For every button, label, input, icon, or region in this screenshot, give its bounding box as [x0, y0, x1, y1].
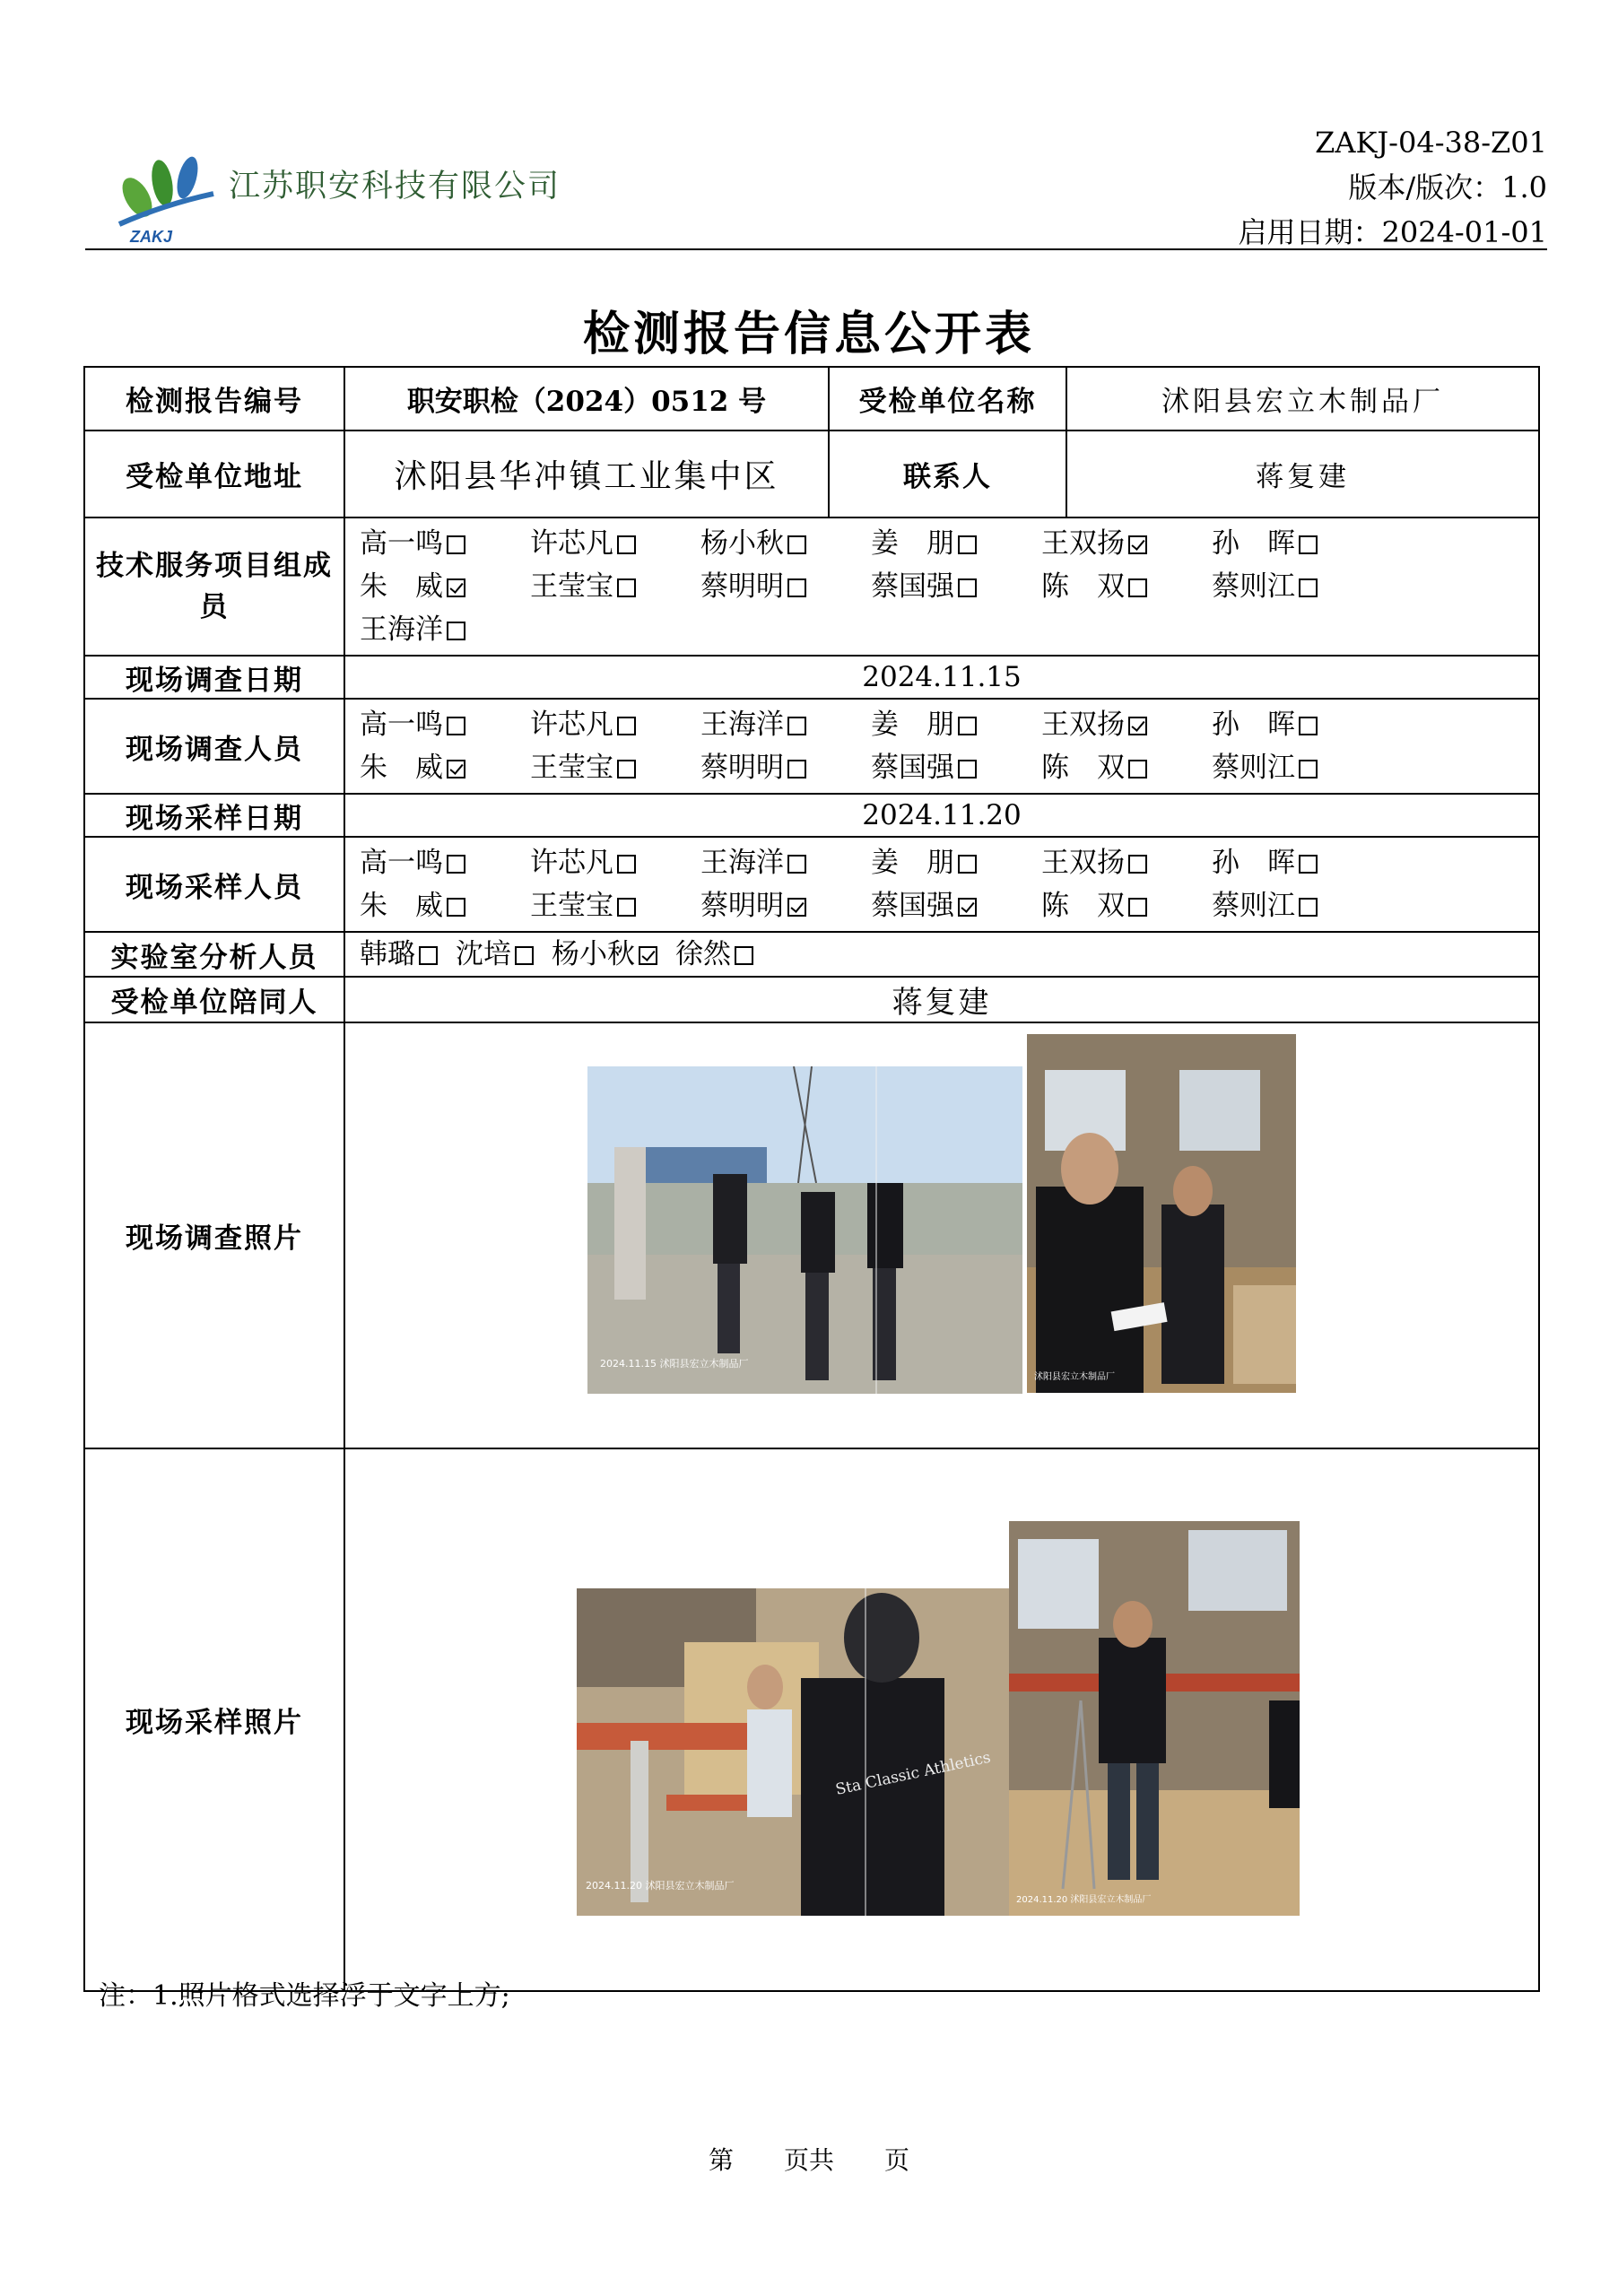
doc-version: 版本/版次：1.0: [1348, 170, 1547, 204]
row-lab-staff: [84, 932, 1539, 977]
survey-photo-2-caption: 沭阳县宏立木制品厂: [1034, 1372, 1115, 1382]
person-name: 蔡明明: [700, 890, 784, 922]
person-cell: [530, 746, 700, 789]
person-cell: [360, 565, 530, 608]
person-entry: [871, 565, 977, 608]
sampling-photo-1: [577, 1588, 1012, 1916]
person-name: 王莹宝: [530, 890, 613, 922]
person-entry: [360, 522, 465, 565]
person-name: 孙 晖: [1212, 847, 1295, 879]
checkbox-icon: [787, 578, 806, 597]
sampling-photo-jacket-text: Sta Classic Athletics: [833, 1748, 993, 1799]
person-name: 孙 晖: [1212, 709, 1295, 741]
checkbox-icon: [1299, 760, 1318, 778]
sampling-photo-1-caption: 2024.11.20 沭阳县宏立木制品厂: [586, 1880, 735, 1892]
row-sampling-photos: [84, 1448, 1539, 1991]
person-entry: [1212, 746, 1318, 789]
person-entry: [530, 884, 636, 927]
person-name: 徐然: [675, 938, 731, 970]
person-cell: [360, 841, 530, 884]
person-row: [360, 608, 1538, 651]
checkbox-icon: [787, 855, 806, 874]
row-escort: [84, 977, 1539, 1022]
person-entry: [360, 565, 465, 608]
person-entry: [700, 746, 806, 789]
checkbox-icon: [787, 717, 806, 735]
survey-photos-label: 现场调查照片: [84, 1022, 344, 1448]
checked-box-icon: [787, 898, 806, 917]
person-cell: [530, 522, 700, 565]
person-row: [360, 884, 1538, 927]
person-cell: [871, 746, 1041, 789]
logo-text: ZAKJ: [130, 228, 173, 246]
doc-code: ZAKJ-04-38-Z01: [1315, 126, 1547, 160]
person-name: 蔡则江: [1212, 752, 1295, 784]
person-cell: [1041, 841, 1212, 884]
sampling-date-value: 2024.11.20: [344, 794, 1539, 837]
checkbox-icon: [1128, 578, 1147, 597]
checkbox-icon: [617, 578, 636, 597]
person-name: 韩璐: [360, 938, 415, 970]
person-entry: [1212, 565, 1318, 608]
person-name: 杨小秋: [552, 938, 635, 970]
person-entry: [1041, 703, 1147, 746]
person-cell: [1212, 522, 1382, 565]
person-entry: [530, 841, 636, 884]
checkbox-icon: [1128, 898, 1147, 917]
person-cell: [360, 703, 530, 746]
person-name: 王莹宝: [530, 570, 613, 603]
checked-box-icon: [958, 898, 977, 917]
person-name: 高一鸣: [360, 709, 443, 741]
person-cell: [871, 841, 1041, 884]
person-entry: [700, 884, 806, 927]
checkbox-icon: [1299, 898, 1318, 917]
checkbox-icon: [1128, 855, 1147, 874]
checkbox-icon: [958, 578, 977, 597]
person-entry: [1212, 884, 1318, 927]
person-cell: [700, 565, 871, 608]
person-name: 沈培: [456, 938, 511, 970]
person-entry: [1041, 746, 1147, 789]
person-entry: [360, 841, 465, 884]
survey-photos-cell: [344, 1022, 1539, 1448]
person-cell: [1041, 703, 1212, 746]
person-name: 蔡则江: [1212, 570, 1295, 603]
survey-staff-label: 现场调查人员: [84, 699, 344, 794]
row-survey-photos: [84, 1022, 1539, 1448]
person-name: 王双扬: [1041, 709, 1125, 741]
checkbox-icon: [617, 760, 636, 778]
person-name: 姜 朋: [871, 527, 954, 560]
person-cell: [700, 703, 871, 746]
person-cell: [1041, 565, 1212, 608]
person-cell: [1212, 703, 1382, 746]
person-name: 王双扬: [1041, 527, 1125, 560]
header-divider: [85, 248, 1547, 250]
row-team: [84, 517, 1539, 656]
person-entry: [675, 933, 771, 976]
checked-box-icon: [1128, 535, 1147, 554]
person-cell: [871, 884, 1041, 927]
checkbox-icon: [447, 535, 465, 554]
person-name: 蔡国强: [871, 570, 954, 603]
lab-staff-label: 实验室分析人员: [84, 932, 344, 977]
person-name: 陈 双: [1041, 752, 1125, 784]
checkbox-icon: [735, 946, 753, 965]
checked-box-icon: [1128, 717, 1147, 735]
person-row: [360, 522, 1538, 565]
person-cell: [1212, 746, 1382, 789]
person-cell: [530, 565, 700, 608]
report-no-value: 职安职检（2024）0512 号: [344, 367, 829, 430]
person-name: 姜 朋: [871, 847, 954, 879]
person-entry: [1041, 841, 1147, 884]
person-entry: [700, 703, 806, 746]
person-row: [360, 841, 1538, 884]
person-row: [360, 565, 1538, 608]
footnote: 注：1.照片格式选择浮于文字上方;: [99, 1980, 510, 2012]
person-cell: [360, 522, 530, 565]
person-name: 高一鸣: [360, 527, 443, 560]
person-entry: [360, 746, 465, 789]
checkbox-icon: [617, 535, 636, 554]
person-entry: [360, 884, 465, 927]
person-name: 朱 威: [360, 752, 443, 784]
person-cell: [1212, 884, 1382, 927]
checkbox-icon: [958, 717, 977, 735]
survey-date-label: 现场调查日期: [84, 656, 344, 699]
person-name: 许芯凡: [530, 847, 613, 879]
person-name: 陈 双: [1041, 890, 1125, 922]
person-entry: [1212, 703, 1318, 746]
person-entry: [700, 841, 806, 884]
person-entry: [871, 703, 977, 746]
checkbox-icon: [787, 760, 806, 778]
checkbox-icon: [787, 535, 806, 554]
person-entry: [1041, 884, 1147, 927]
person-name: 王双扬: [1041, 847, 1125, 879]
person-entry: [1212, 522, 1318, 565]
checkbox-icon: [447, 898, 465, 917]
checkbox-icon: [617, 717, 636, 735]
person-entry: [360, 933, 456, 976]
person-name: 高一鸣: [360, 847, 443, 879]
person-cell: [530, 703, 700, 746]
checkbox-icon: [447, 622, 465, 640]
person-entry: [530, 565, 636, 608]
person-cell: [871, 703, 1041, 746]
person-cell: [360, 746, 530, 789]
row-address: [84, 430, 1539, 517]
person-row: [360, 703, 1538, 746]
row-sampling-staff: [84, 837, 1539, 932]
address-label: 受检单位地址: [84, 430, 344, 517]
person-entry: [530, 703, 636, 746]
page-title: 检测报告信息公开表: [582, 307, 1035, 361]
row-survey-staff: [84, 699, 1539, 794]
person-cell: [871, 522, 1041, 565]
checkbox-icon: [447, 855, 465, 874]
unit-name-value: 沭阳县宏立木制品厂: [1066, 367, 1539, 430]
checkbox-icon: [1299, 855, 1318, 874]
sampling-photos-label: 现场采样照片: [84, 1448, 344, 1991]
checkbox-icon: [1299, 717, 1318, 735]
checkbox-icon: [1299, 578, 1318, 597]
person-name: 朱 威: [360, 570, 443, 603]
person-entry: [552, 933, 675, 976]
person-entry: [871, 746, 977, 789]
person-entry: [530, 522, 636, 565]
person-cell: [1041, 522, 1212, 565]
checkbox-icon: [1299, 535, 1318, 554]
person-cell: [700, 746, 871, 789]
person-entry: [700, 565, 806, 608]
person-cell: [360, 884, 530, 927]
person-row: [360, 933, 1538, 976]
team-label: 技术服务项目组成员: [84, 517, 344, 656]
person-entry: [1212, 841, 1318, 884]
person-entry: [360, 608, 465, 651]
person-cell: [700, 884, 871, 927]
person-name: 蔡国强: [871, 890, 954, 922]
contact-value: 蒋复建: [1066, 430, 1539, 517]
sampling-photo-2: [1009, 1521, 1300, 1916]
escort-label: 受检单位陪同人: [84, 977, 344, 1022]
person-name: 姜 朋: [871, 709, 954, 741]
person-name: 蔡明明: [700, 570, 784, 603]
person-cell: [871, 565, 1041, 608]
checked-box-icon: [639, 946, 657, 965]
person-cell: [1212, 841, 1382, 884]
person-row: [360, 746, 1538, 789]
person-cell: [700, 522, 871, 565]
document-meta: [1238, 120, 1547, 255]
person-entry: [1041, 565, 1147, 608]
sampling-photo-2-caption: 2024.11.20 沭阳县宏立木制品厂: [1016, 1895, 1152, 1905]
person-name: 陈 双: [1041, 570, 1125, 603]
sampling-staff-label: 现场采样人员: [84, 837, 344, 932]
unit-name-label: 受检单位名称: [829, 367, 1066, 430]
survey-date-value: 2024.11.15: [344, 656, 1539, 699]
person-entry: [456, 933, 552, 976]
page-header: [85, 117, 1547, 251]
sampling-staff-list: [344, 837, 1539, 932]
row-report-no: [84, 367, 1539, 430]
checkbox-icon: [419, 946, 438, 965]
checkbox-icon: [617, 898, 636, 917]
team-list: [344, 517, 1539, 656]
company-logo-icon: [110, 142, 218, 248]
person-cell: [360, 608, 530, 651]
info-table: [83, 366, 1540, 1992]
person-name: 王海洋: [360, 613, 443, 646]
contact-label: 联系人: [829, 430, 1066, 517]
person-entry: [1041, 522, 1147, 565]
person-cell: [1041, 746, 1212, 789]
survey-photo-1-caption: 2024.11.15 沭阳县宏立木制品厂: [600, 1358, 749, 1370]
person-cell: [530, 884, 700, 927]
person-entry: [530, 746, 636, 789]
person-entry: [360, 703, 465, 746]
person-entry: [871, 841, 977, 884]
checkbox-icon: [958, 760, 977, 778]
checkbox-icon: [958, 535, 977, 554]
person-name: 孙 晖: [1212, 527, 1295, 560]
person-name: 许芯凡: [530, 527, 613, 560]
checkbox-icon: [515, 946, 534, 965]
address-value: 沭阳县华冲镇工业集中区: [344, 430, 829, 517]
person-name: 蔡则江: [1212, 890, 1295, 922]
survey-staff-list: [344, 699, 1539, 794]
sampling-photos-cell: [344, 1448, 1539, 1991]
person-name: 蔡明明: [700, 752, 784, 784]
person-cell: [1212, 565, 1382, 608]
row-sampling-date: [84, 794, 1539, 837]
survey-photo-2: [1027, 1034, 1296, 1393]
checkbox-icon: [1128, 760, 1147, 778]
person-entry: [700, 522, 806, 565]
sampling-date-label: 现场采样日期: [84, 794, 344, 837]
person-name: 蔡国强: [871, 752, 954, 784]
person-name: 王莹宝: [530, 752, 613, 784]
person-cell: [700, 841, 871, 884]
row-survey-date: [84, 656, 1539, 699]
report-no-label: 检测报告编号: [84, 367, 344, 430]
person-name: 许芯凡: [530, 709, 613, 741]
escort-value: 蒋复建: [344, 977, 1539, 1022]
person-name: 朱 威: [360, 890, 443, 922]
person-name: 王海洋: [700, 709, 784, 741]
checkbox-icon: [617, 855, 636, 874]
checkbox-icon: [447, 717, 465, 735]
person-name: 杨小秋: [700, 527, 784, 560]
person-cell: [1041, 884, 1212, 927]
survey-photo-1: [587, 1066, 1022, 1394]
page-footer: 第 页共 页: [708, 2145, 909, 2175]
lab-staff-list: [344, 932, 1539, 977]
company-name: 江苏职安科技有限公司: [229, 169, 561, 204]
checked-box-icon: [447, 578, 465, 597]
person-name: 王海洋: [700, 847, 784, 879]
checkbox-icon: [958, 855, 977, 874]
person-entry: [871, 522, 977, 565]
checked-box-icon: [447, 760, 465, 778]
doc-effective-date: 启用日期：2024-01-01: [1238, 215, 1547, 249]
person-cell: [530, 841, 700, 884]
person-entry: [871, 884, 977, 927]
